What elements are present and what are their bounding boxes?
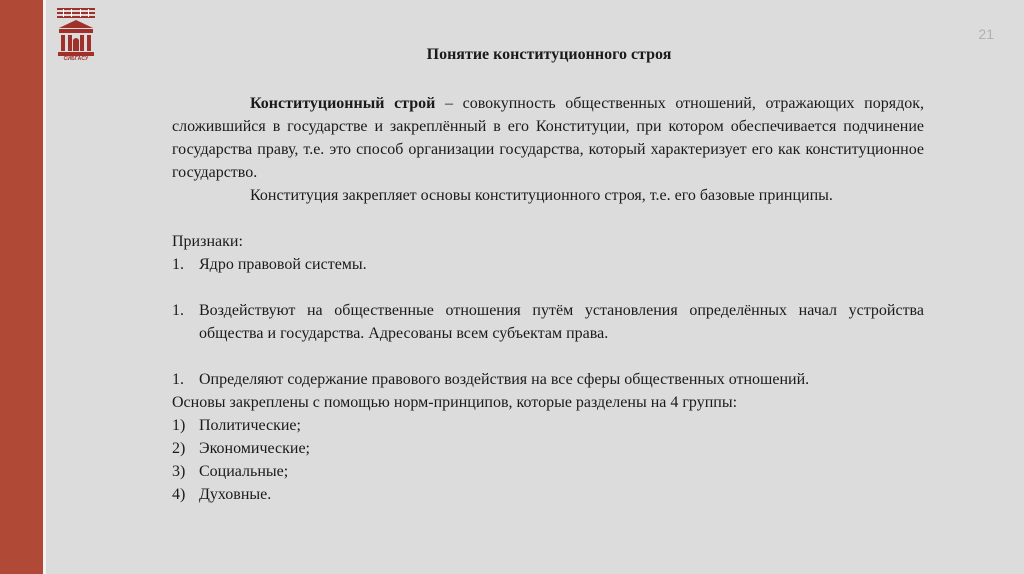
group-item <box>172 414 924 437</box>
group-number: 1) <box>172 417 186 434</box>
sign-text: Ядро правовой системы. <box>199 256 367 273</box>
sign-text: Воздействуют на общественные отношения путём установления определённых начал устройства общества и государства. Адресованы всем субъектам права. <box>199 302 924 342</box>
left-accent-divider <box>43 0 46 574</box>
group-text: Социальные; <box>199 463 289 480</box>
spacer <box>172 276 924 299</box>
group-number: 4) <box>172 486 186 503</box>
definition-text: – совокупность общественных отношений, отражающих порядок, сложившийся в государстве и закреплённый в его Конституции, при котором обеспечивается подчинение государства праву, т.е. это способ организации государства, который характеризует его как конституционное государство. <box>172 95 924 181</box>
group-text: Духовные. <box>199 486 272 503</box>
page-number: 21 <box>978 26 994 42</box>
definition-paragraph <box>172 92 924 184</box>
slide-title: Понятие конституционного строя <box>426 46 672 63</box>
spacer <box>172 345 924 368</box>
group-item <box>172 483 924 506</box>
sign-text: Определяют содержание правового воздействия на все сферы общественных отношений. <box>199 371 810 388</box>
sign-number: 1. <box>172 371 184 388</box>
group-item <box>172 460 924 483</box>
groups-intro: Основы закреплены с помощью норм-принципов, которые разделены на 4 группы: <box>172 394 738 411</box>
logo-caption: СИБГАСУ <box>63 56 89 62</box>
sign-number: 1. <box>172 256 184 273</box>
group-text: Политические; <box>199 417 301 434</box>
sign-number: 1. <box>172 302 184 319</box>
slide-content <box>172 92 924 506</box>
sign-item <box>172 368 924 391</box>
spacer <box>172 207 924 230</box>
group-number: 2) <box>172 440 186 457</box>
sign-item <box>172 299 924 345</box>
left-accent-bar <box>0 0 43 574</box>
principles-paragraph: Конституция закрепляет основы конституционного строя, т.е. его базовые принципы. <box>250 187 833 204</box>
group-item <box>172 437 924 460</box>
sign-item <box>172 253 924 276</box>
signs-heading: Признаки: <box>172 233 243 250</box>
definition-term: Конституционный строй <box>250 95 436 112</box>
group-number: 3) <box>172 463 186 480</box>
group-text: Экономические; <box>199 440 310 457</box>
